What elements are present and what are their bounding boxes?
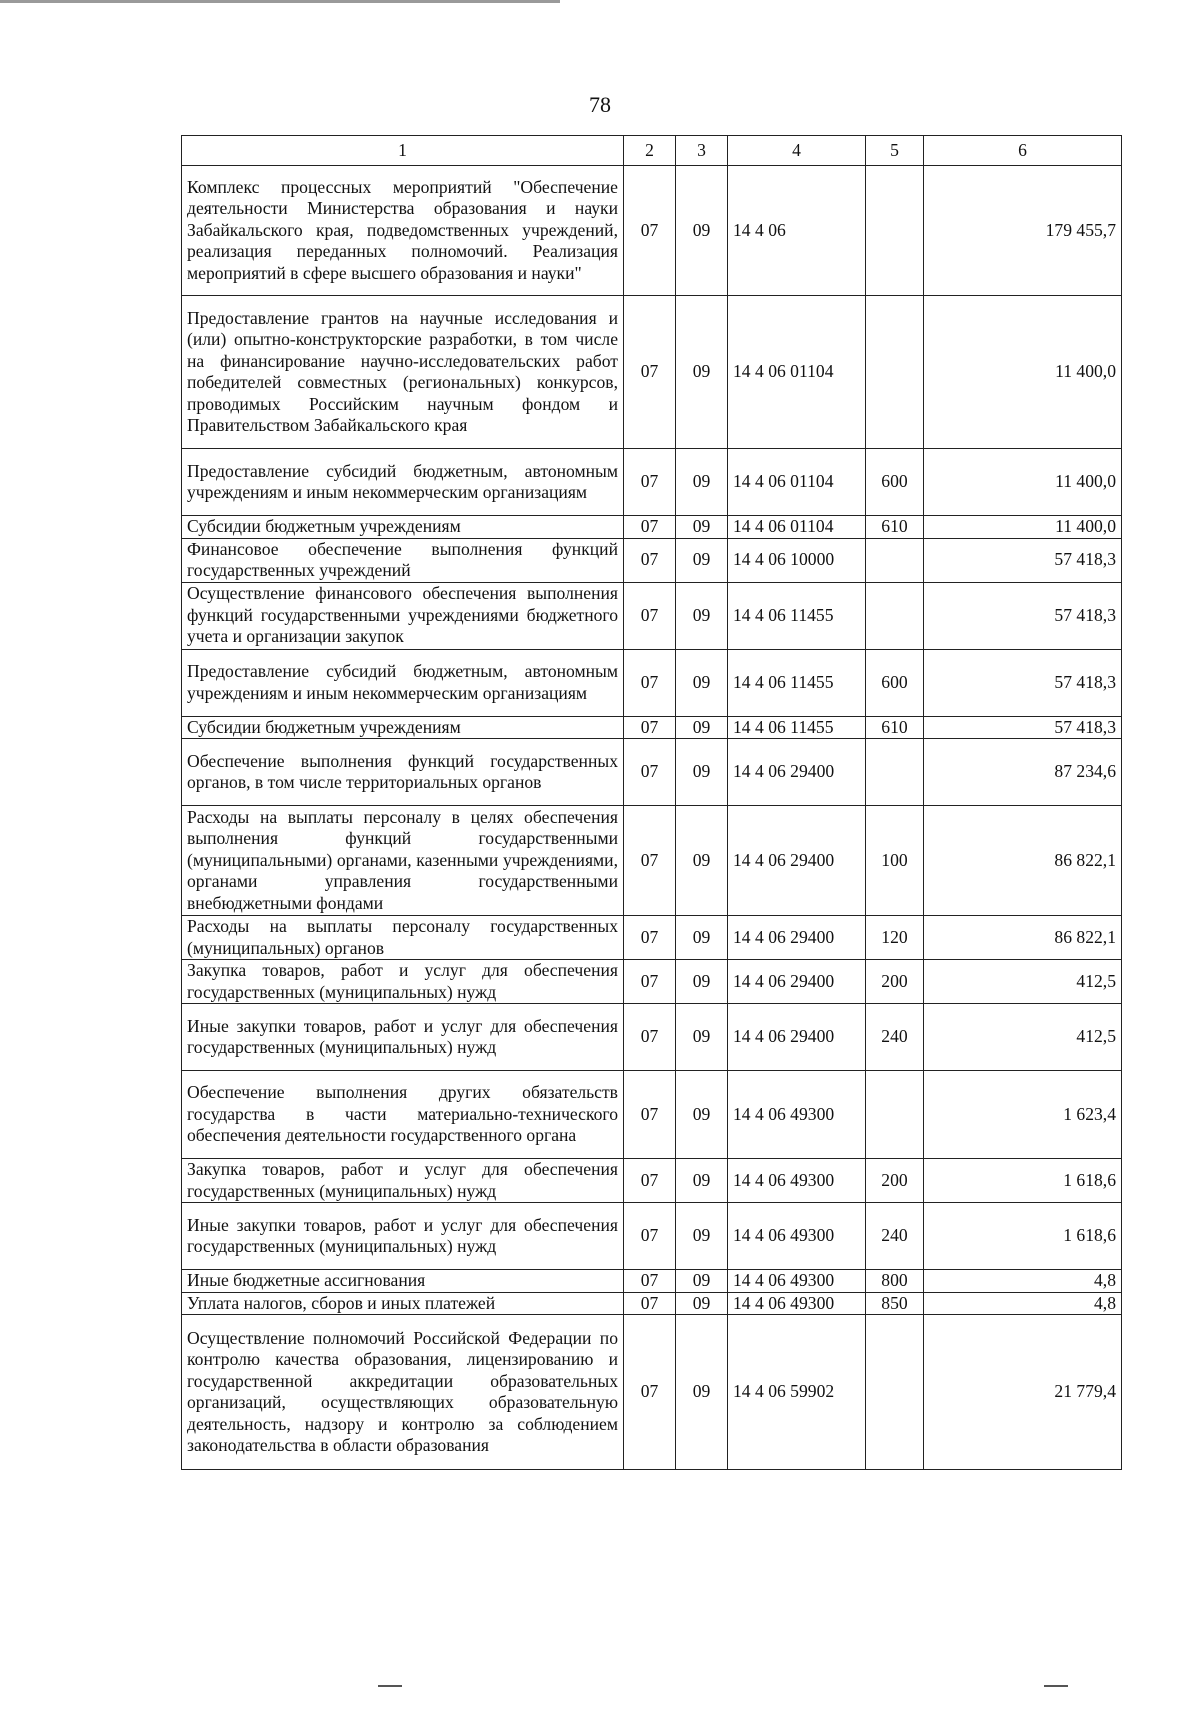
table-row xyxy=(182,916,1122,960)
row-section-cell: 07 xyxy=(624,538,676,582)
scan-top-edge xyxy=(0,0,560,3)
row-expense-type-cell: 200 xyxy=(866,1159,924,1203)
row-expense-type-cell: 240 xyxy=(866,1004,924,1071)
row-amount-cell: 1 623,4 xyxy=(924,1071,1122,1159)
row-subsection-cell: 09 xyxy=(676,1315,728,1470)
row-name-cell: Предоставление субсидий бюджетным, автономным учреждениям и иным некоммерческим организациям xyxy=(182,449,624,516)
row-subsection-cell: 09 xyxy=(676,166,728,296)
table-row xyxy=(182,1071,1122,1159)
row-expense-type-cell: 200 xyxy=(866,960,924,1004)
header-col-4: 4 xyxy=(728,136,866,166)
row-section-cell: 07 xyxy=(624,649,676,716)
row-expense-type-cell xyxy=(866,1071,924,1159)
row-subsection-cell: 09 xyxy=(676,960,728,1004)
row-name-cell: Предоставление субсидий бюджетным, автономным учреждениям и иным некоммерческим организациям xyxy=(182,649,624,716)
row-target-item-cell: 14 4 06 49300 xyxy=(728,1292,866,1315)
row-subsection-cell: 09 xyxy=(676,296,728,449)
table-row xyxy=(182,1315,1122,1470)
row-name-cell: Субсидии бюджетным учреждениям xyxy=(182,516,624,539)
row-subsection-cell: 09 xyxy=(676,806,728,916)
table-row xyxy=(182,449,1122,516)
row-amount-cell: 412,5 xyxy=(924,960,1122,1004)
table-row xyxy=(182,166,1122,296)
row-expense-type-cell: 100 xyxy=(866,806,924,916)
table-row xyxy=(182,1004,1122,1071)
row-section-cell: 07 xyxy=(624,716,676,739)
row-expense-type-cell xyxy=(866,296,924,449)
table-row xyxy=(182,649,1122,716)
row-expense-type-cell: 120 xyxy=(866,916,924,960)
row-section-cell: 07 xyxy=(624,1270,676,1293)
row-subsection-cell: 09 xyxy=(676,538,728,582)
row-expense-type-cell: 600 xyxy=(866,649,924,716)
row-name-cell: Обеспечение выполнения функций государственных органов, в том числе территориальных органов xyxy=(182,739,624,806)
row-amount-cell: 11 400,0 xyxy=(924,516,1122,539)
row-expense-type-cell: 600 xyxy=(866,449,924,516)
row-section-cell: 07 xyxy=(624,516,676,539)
row-target-item-cell: 14 4 06 49300 xyxy=(728,1159,866,1203)
row-section-cell: 07 xyxy=(624,739,676,806)
row-section-cell: 07 xyxy=(624,296,676,449)
row-amount-cell: 4,8 xyxy=(924,1270,1122,1293)
row-name-cell: Осуществление полномочий Российской Федерации по контролю качества образования, лицензированию и государственной аккредитации образовательных организаций, осуществляющих образовательную деятельность, надзору и контролю за соблюдением законодательства в области образования xyxy=(182,1315,624,1470)
table-row xyxy=(182,1292,1122,1315)
row-name-cell: Уплата налогов, сборов и иных платежей xyxy=(182,1292,624,1315)
page-number: 78 xyxy=(589,92,611,117)
row-name-cell: Расходы на выплаты персоналу в целях обеспечения выполнения функций государственными (муниципальными) органами, казенными учреждениями, органами управления государственными внебюджетными фондами xyxy=(182,806,624,916)
table-row xyxy=(182,1203,1122,1270)
row-section-cell: 07 xyxy=(624,166,676,296)
row-section-cell: 07 xyxy=(624,916,676,960)
row-section-cell: 07 xyxy=(624,449,676,516)
row-section-cell: 07 xyxy=(624,1315,676,1470)
table-row xyxy=(182,1270,1122,1293)
row-expense-type-cell: 610 xyxy=(866,516,924,539)
row-target-item-cell: 14 4 06 29400 xyxy=(728,960,866,1004)
row-subsection-cell: 09 xyxy=(676,649,728,716)
row-target-item-cell: 14 4 06 49300 xyxy=(728,1203,866,1270)
row-name-cell: Иные закупки товаров, работ и услуг для обеспечения государственных (муниципальных) нужд xyxy=(182,1004,624,1071)
budget-table xyxy=(181,135,1122,1470)
row-target-item-cell: 14 4 06 59902 xyxy=(728,1315,866,1470)
row-target-item-cell: 14 4 06 49300 xyxy=(728,1071,866,1159)
row-name-cell: Предоставление грантов на научные исследования и (или) опытно-конструкторские разработки, в том числе на финансирование научно-исследовательских работ победителей совместных (региональных) конкурсов, проводимых Российским научным фондом и Правительством Забайкальского края xyxy=(182,296,624,449)
footer-mark-right xyxy=(1044,1685,1068,1687)
row-section-cell: 07 xyxy=(624,1292,676,1315)
row-name-cell: Осуществление финансового обеспечения выполнения функций государственными учреждениями бюджетного учета и организации закупок xyxy=(182,582,624,649)
row-section-cell: 07 xyxy=(624,806,676,916)
row-amount-cell: 57 418,3 xyxy=(924,716,1122,739)
row-name-cell: Субсидии бюджетным учреждениям xyxy=(182,716,624,739)
row-name-cell: Закупка товаров, работ и услуг для обеспечения государственных (муниципальных) нужд xyxy=(182,1159,624,1203)
row-amount-cell: 57 418,3 xyxy=(924,538,1122,582)
row-amount-cell: 21 779,4 xyxy=(924,1315,1122,1470)
table-row xyxy=(182,739,1122,806)
row-subsection-cell: 09 xyxy=(676,739,728,806)
header-col-1: 1 xyxy=(182,136,624,166)
row-name-cell: Закупка товаров, работ и услуг для обеспечения государственных (муниципальных) нужд xyxy=(182,960,624,1004)
table-row xyxy=(182,582,1122,649)
table-row xyxy=(182,516,1122,539)
table-row xyxy=(182,1159,1122,1203)
row-section-cell: 07 xyxy=(624,1159,676,1203)
row-name-cell: Расходы на выплаты персоналу государственных (муниципальных) органов xyxy=(182,916,624,960)
row-name-cell: Финансовое обеспечение выполнения функций государственных учреждений xyxy=(182,538,624,582)
row-target-item-cell: 14 4 06 01104 xyxy=(728,449,866,516)
row-expense-type-cell xyxy=(866,739,924,806)
row-expense-type-cell: 800 xyxy=(866,1270,924,1293)
table-body xyxy=(182,166,1122,1470)
row-subsection-cell: 09 xyxy=(676,1203,728,1270)
row-amount-cell: 179 455,7 xyxy=(924,166,1122,296)
row-amount-cell: 57 418,3 xyxy=(924,649,1122,716)
row-target-item-cell: 14 4 06 29400 xyxy=(728,806,866,916)
row-subsection-cell: 09 xyxy=(676,716,728,739)
row-amount-cell: 87 234,6 xyxy=(924,739,1122,806)
footer-mark-left xyxy=(378,1685,402,1687)
row-target-item-cell: 14 4 06 xyxy=(728,166,866,296)
header-col-6: 6 xyxy=(924,136,1122,166)
row-subsection-cell: 09 xyxy=(676,1292,728,1315)
row-subsection-cell: 09 xyxy=(676,916,728,960)
row-amount-cell: 4,8 xyxy=(924,1292,1122,1315)
row-target-item-cell: 14 4 06 29400 xyxy=(728,739,866,806)
row-expense-type-cell: 850 xyxy=(866,1292,924,1315)
row-target-item-cell: 14 4 06 11455 xyxy=(728,582,866,649)
header-col-3: 3 xyxy=(676,136,728,166)
row-amount-cell: 11 400,0 xyxy=(924,296,1122,449)
row-amount-cell: 86 822,1 xyxy=(924,806,1122,916)
row-section-cell: 07 xyxy=(624,582,676,649)
row-target-item-cell: 14 4 06 10000 xyxy=(728,538,866,582)
table-row xyxy=(182,296,1122,449)
row-section-cell: 07 xyxy=(624,1071,676,1159)
row-name-cell: Комплекс процессных мероприятий "Обеспечение деятельности Министерства образования и науки Забайкальского края, подведомственных учреждений, реализация переданных полномочий. Реализация мероприятий в сфере высшего образования и науки" xyxy=(182,166,624,296)
row-expense-type-cell: 240 xyxy=(866,1203,924,1270)
row-target-item-cell: 14 4 06 29400 xyxy=(728,916,866,960)
row-target-item-cell: 14 4 06 11455 xyxy=(728,649,866,716)
row-subsection-cell: 09 xyxy=(676,582,728,649)
row-target-item-cell: 14 4 06 11455 xyxy=(728,716,866,739)
table-row xyxy=(182,806,1122,916)
header-col-2: 2 xyxy=(624,136,676,166)
row-subsection-cell: 09 xyxy=(676,1159,728,1203)
row-expense-type-cell: 610 xyxy=(866,716,924,739)
row-target-item-cell: 14 4 06 49300 xyxy=(728,1270,866,1293)
row-subsection-cell: 09 xyxy=(676,449,728,516)
header-row xyxy=(182,136,1122,166)
row-amount-cell: 11 400,0 xyxy=(924,449,1122,516)
row-amount-cell: 57 418,3 xyxy=(924,582,1122,649)
row-amount-cell: 412,5 xyxy=(924,1004,1122,1071)
row-expense-type-cell xyxy=(866,1315,924,1470)
row-target-item-cell: 14 4 06 29400 xyxy=(728,1004,866,1071)
row-expense-type-cell xyxy=(866,166,924,296)
row-name-cell: Иные закупки товаров, работ и услуг для обеспечения государственных (муниципальных) нужд xyxy=(182,1203,624,1270)
table-row xyxy=(182,538,1122,582)
row-amount-cell: 1 618,6 xyxy=(924,1203,1122,1270)
row-section-cell: 07 xyxy=(624,1004,676,1071)
row-amount-cell: 86 822,1 xyxy=(924,916,1122,960)
table-header xyxy=(182,136,1122,166)
table-row xyxy=(182,960,1122,1004)
row-subsection-cell: 09 xyxy=(676,1004,728,1071)
row-target-item-cell: 14 4 06 01104 xyxy=(728,296,866,449)
row-target-item-cell: 14 4 06 01104 xyxy=(728,516,866,539)
row-section-cell: 07 xyxy=(624,960,676,1004)
row-subsection-cell: 09 xyxy=(676,1071,728,1159)
header-col-5: 5 xyxy=(866,136,924,166)
row-subsection-cell: 09 xyxy=(676,1270,728,1293)
row-section-cell: 07 xyxy=(624,1203,676,1270)
row-name-cell: Обеспечение выполнения других обязательств государства в части материально-технического обеспечения деятельности государственного органа xyxy=(182,1071,624,1159)
row-expense-type-cell xyxy=(866,582,924,649)
row-subsection-cell: 09 xyxy=(676,516,728,539)
row-amount-cell: 1 618,6 xyxy=(924,1159,1122,1203)
row-name-cell: Иные бюджетные ассигнования xyxy=(182,1270,624,1293)
row-expense-type-cell xyxy=(866,538,924,582)
table-row xyxy=(182,716,1122,739)
